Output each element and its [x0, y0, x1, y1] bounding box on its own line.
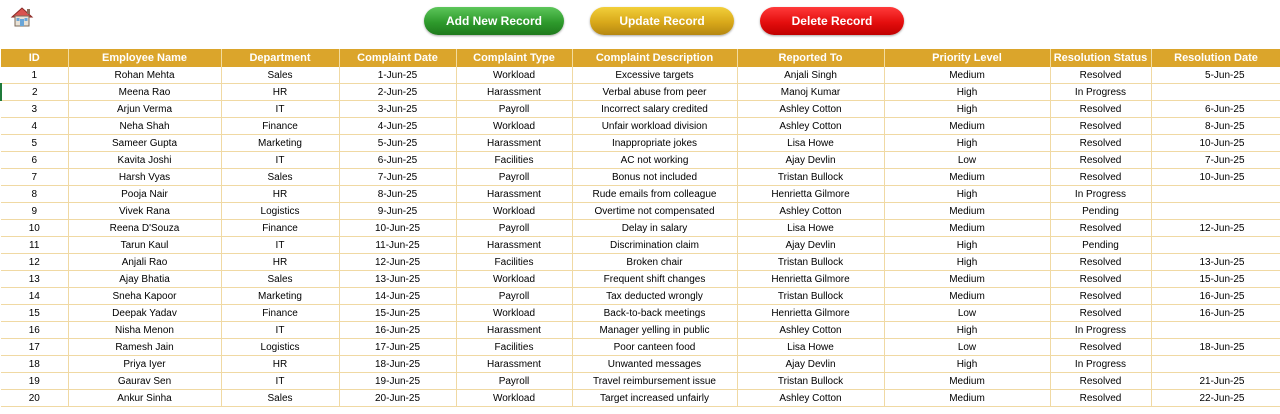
cell-complaint-date[interactable]: 6-Jun-25 [339, 152, 456, 169]
cell-complaint-description[interactable]: Manager yelling in public [572, 322, 737, 339]
table-row[interactable] [1, 101, 1280, 118]
cell-resolution-date[interactable] [1151, 322, 1280, 339]
cell-priority-level[interactable]: Medium [884, 203, 1050, 220]
cell-complaint-date[interactable]: 2-Jun-25 [339, 84, 456, 101]
cell-resolution-status[interactable]: Resolved [1050, 288, 1151, 305]
cell-complaint-date[interactable]: 14-Jun-25 [339, 288, 456, 305]
cell-complaint-description[interactable]: Bonus not included [572, 169, 737, 186]
cell-id[interactable]: 17 [1, 339, 68, 356]
cell-resolution-status[interactable]: Resolved [1050, 101, 1151, 118]
table-row[interactable] [1, 118, 1280, 135]
cell-complaint-type[interactable]: Payroll [456, 373, 572, 390]
cell-reported-to[interactable]: Ajay Devlin [737, 356, 884, 373]
cell-resolution-status[interactable]: Pending [1050, 203, 1151, 220]
cell-complaint-description[interactable]: AC not working [572, 152, 737, 169]
cell-resolution-status[interactable]: In Progress [1050, 356, 1151, 373]
cell-reported-to[interactable]: Ashley Cotton [737, 118, 884, 135]
cell-priority-level[interactable]: High [884, 84, 1050, 101]
cell-complaint-type[interactable]: Harassment [456, 186, 572, 203]
cell-complaint-description[interactable]: Excessive targets [572, 67, 737, 84]
column-header-complaint-date[interactable]: Complaint Date [339, 49, 456, 67]
table-row[interactable] [1, 339, 1280, 356]
cell-complaint-date[interactable]: 20-Jun-25 [339, 390, 456, 407]
cell-complaint-description[interactable]: Delay in salary [572, 220, 737, 237]
cell-complaint-description[interactable]: Broken chair [572, 254, 737, 271]
table-row[interactable] [1, 237, 1280, 254]
cell-complaint-type[interactable]: Harassment [456, 237, 572, 254]
cell-complaint-description[interactable]: Incorrect salary credited [572, 101, 737, 118]
cell-employee-name[interactable]: Harsh Vyas [68, 169, 221, 186]
cell-department[interactable]: HR [221, 356, 339, 373]
cell-priority-level[interactable]: Medium [884, 271, 1050, 288]
cell-resolution-status[interactable]: Pending [1050, 237, 1151, 254]
table-row[interactable] [1, 169, 1280, 186]
cell-employee-name[interactable]: Ajay Bhatia [68, 271, 221, 288]
cell-reported-to[interactable]: Henrietta Gilmore [737, 305, 884, 322]
cell-department[interactable]: IT [221, 237, 339, 254]
cell-id[interactable]: 15 [1, 305, 68, 322]
table-row[interactable] [1, 390, 1280, 407]
cell-complaint-type[interactable]: Harassment [456, 356, 572, 373]
cell-id[interactable]: 13 [1, 271, 68, 288]
cell-employee-name[interactable]: Kavita Joshi [68, 152, 221, 169]
cell-priority-level[interactable]: Medium [884, 390, 1050, 407]
cell-complaint-description[interactable]: Target increased unfairly [572, 390, 737, 407]
cell-id[interactable]: 1 [1, 67, 68, 84]
cell-employee-name[interactable]: Neha Shah [68, 118, 221, 135]
cell-reported-to[interactable]: Anjali Singh [737, 67, 884, 84]
cell-complaint-type[interactable]: Payroll [456, 101, 572, 118]
cell-priority-level[interactable]: Low [884, 305, 1050, 322]
cell-reported-to[interactable]: Ajay Devlin [737, 237, 884, 254]
column-header-resolution-date[interactable]: Resolution Date [1151, 49, 1280, 67]
cell-id[interactable]: 8 [1, 186, 68, 203]
table-row[interactable] [1, 373, 1280, 390]
table-row[interactable] [1, 288, 1280, 305]
cell-employee-name[interactable]: Reena D'Souza [68, 220, 221, 237]
cell-complaint-type[interactable]: Payroll [456, 220, 572, 237]
cell-department[interactable]: Sales [221, 67, 339, 84]
cell-department[interactable]: Finance [221, 305, 339, 322]
cell-complaint-type[interactable]: Payroll [456, 288, 572, 305]
cell-priority-level[interactable]: Medium [884, 118, 1050, 135]
cell-complaint-description[interactable]: Frequent shift changes [572, 271, 737, 288]
cell-id[interactable]: 4 [1, 118, 68, 135]
cell-complaint-description[interactable]: Unfair workload division [572, 118, 737, 135]
cell-complaint-type[interactable]: Facilities [456, 339, 572, 356]
cell-employee-name[interactable]: Sameer Gupta [68, 135, 221, 152]
table-row[interactable] [1, 84, 1280, 101]
cell-resolution-status[interactable]: Resolved [1050, 67, 1151, 84]
cell-reported-to[interactable]: Lisa Howe [737, 135, 884, 152]
cell-employee-name[interactable]: Pooja Nair [68, 186, 221, 203]
cell-complaint-type[interactable]: Workload [456, 390, 572, 407]
table-row[interactable] [1, 271, 1280, 288]
cell-complaint-date[interactable]: 4-Jun-25 [339, 118, 456, 135]
cell-resolution-status[interactable]: Resolved [1050, 118, 1151, 135]
cell-priority-level[interactable]: High [884, 322, 1050, 339]
cell-department[interactable]: Sales [221, 169, 339, 186]
cell-resolution-date[interactable]: 7-Jun-25 [1151, 152, 1280, 169]
cell-complaint-type[interactable]: Workload [456, 203, 572, 220]
table-row[interactable] [1, 67, 1280, 84]
cell-complaint-description[interactable]: Discrimination claim [572, 237, 737, 254]
cell-complaint-date[interactable]: 13-Jun-25 [339, 271, 456, 288]
delete-record-button[interactable]: Delete Record [760, 7, 904, 35]
cell-reported-to[interactable]: Ajay Devlin [737, 152, 884, 169]
cell-reported-to[interactable]: Ashley Cotton [737, 390, 884, 407]
cell-id[interactable]: 7 [1, 169, 68, 186]
cell-id[interactable]: 11 [1, 237, 68, 254]
cell-resolution-status[interactable]: In Progress [1050, 186, 1151, 203]
cell-resolution-date[interactable]: 12-Jun-25 [1151, 220, 1280, 237]
cell-complaint-date[interactable]: 18-Jun-25 [339, 356, 456, 373]
update-record-button[interactable]: Update Record [590, 7, 734, 35]
cell-id[interactable]: 9 [1, 203, 68, 220]
cell-department[interactable]: Finance [221, 118, 339, 135]
cell-priority-level[interactable]: High [884, 101, 1050, 118]
cell-employee-name[interactable]: Anjali Rao [68, 254, 221, 271]
cell-complaint-date[interactable]: 9-Jun-25 [339, 203, 456, 220]
cell-id[interactable]: 5 [1, 135, 68, 152]
cell-resolution-date[interactable]: 5-Jun-25 [1151, 67, 1280, 84]
cell-department[interactable]: Sales [221, 271, 339, 288]
cell-priority-level[interactable]: High [884, 237, 1050, 254]
cell-id[interactable]: 20 [1, 390, 68, 407]
cell-resolution-status[interactable]: In Progress [1050, 84, 1151, 101]
cell-resolution-status[interactable]: Resolved [1050, 169, 1151, 186]
cell-complaint-description[interactable]: Unwanted messages [572, 356, 737, 373]
cell-resolution-status[interactable]: Resolved [1050, 152, 1151, 169]
cell-reported-to[interactable]: Tristan Bullock [737, 288, 884, 305]
cell-reported-to[interactable]: Ashley Cotton [737, 203, 884, 220]
cell-department[interactable]: Marketing [221, 135, 339, 152]
cell-complaint-description[interactable]: Tax deducted wrongly [572, 288, 737, 305]
cell-id[interactable]: 12 [1, 254, 68, 271]
cell-employee-name[interactable]: Tarun Kaul [68, 237, 221, 254]
cell-resolution-status[interactable]: Resolved [1050, 373, 1151, 390]
cell-complaint-description[interactable]: Travel reimbursement issue [572, 373, 737, 390]
table-row[interactable] [1, 203, 1280, 220]
cell-reported-to[interactable]: Manoj Kumar [737, 84, 884, 101]
cell-priority-level[interactable]: High [884, 254, 1050, 271]
cell-employee-name[interactable]: Vivek Rana [68, 203, 221, 220]
cell-resolution-status[interactable]: Resolved [1050, 339, 1151, 356]
cell-department[interactable]: Sales [221, 390, 339, 407]
cell-reported-to[interactable]: Tristan Bullock [737, 169, 884, 186]
cell-resolution-date[interactable]: 16-Jun-25 [1151, 288, 1280, 305]
cell-id[interactable]: 10 [1, 220, 68, 237]
cell-complaint-type[interactable]: Workload [456, 118, 572, 135]
cell-employee-name[interactable]: Meena Rao [68, 84, 221, 101]
column-header-resolution-status[interactable]: Resolution Status [1050, 49, 1151, 67]
column-header-id[interactable]: ID [1, 49, 68, 67]
cell-id[interactable]: 2 [1, 84, 68, 101]
cell-resolution-date[interactable]: 8-Jun-25 [1151, 118, 1280, 135]
cell-reported-to[interactable]: Ashley Cotton [737, 322, 884, 339]
cell-complaint-date[interactable]: 10-Jun-25 [339, 220, 456, 237]
cell-priority-level[interactable]: High [884, 186, 1050, 203]
cell-resolution-status[interactable]: Resolved [1050, 220, 1151, 237]
table-row[interactable] [1, 254, 1280, 271]
column-header-reported-to[interactable]: Reported To [737, 49, 884, 67]
cell-resolution-status[interactable]: Resolved [1050, 254, 1151, 271]
cell-complaint-type[interactable]: Workload [456, 271, 572, 288]
cell-complaint-type[interactable]: Workload [456, 305, 572, 322]
cell-complaint-date[interactable]: 3-Jun-25 [339, 101, 456, 118]
cell-id[interactable]: 3 [1, 101, 68, 118]
cell-resolution-status[interactable]: In Progress [1050, 322, 1151, 339]
column-header-complaint-description[interactable]: Complaint Description [572, 49, 737, 67]
cell-department[interactable]: IT [221, 322, 339, 339]
cell-complaint-date[interactable]: 19-Jun-25 [339, 373, 456, 390]
table-row[interactable] [1, 186, 1280, 203]
cell-priority-level[interactable]: Medium [884, 67, 1050, 84]
cell-complaint-date[interactable]: 15-Jun-25 [339, 305, 456, 322]
cell-employee-name[interactable]: Deepak Yadav [68, 305, 221, 322]
column-header-department[interactable]: Department [221, 49, 339, 67]
cell-department[interactable]: HR [221, 84, 339, 101]
cell-reported-to[interactable]: Lisa Howe [737, 220, 884, 237]
cell-complaint-type[interactable]: Harassment [456, 322, 572, 339]
cell-id[interactable]: 18 [1, 356, 68, 373]
cell-reported-to[interactable]: Tristan Bullock [737, 254, 884, 271]
cell-complaint-description[interactable]: Overtime not compensated [572, 203, 737, 220]
cell-complaint-date[interactable]: 7-Jun-25 [339, 169, 456, 186]
column-header-priority-level[interactable]: Priority Level [884, 49, 1050, 67]
cell-complaint-type[interactable]: Facilities [456, 152, 572, 169]
cell-resolution-date[interactable] [1151, 186, 1280, 203]
cell-resolution-date[interactable]: 10-Jun-25 [1151, 135, 1280, 152]
cell-complaint-type[interactable]: Facilities [456, 254, 572, 271]
cell-resolution-status[interactable]: Resolved [1050, 271, 1151, 288]
cell-resolution-date[interactable]: 13-Jun-25 [1151, 254, 1280, 271]
table-row[interactable] [1, 322, 1280, 339]
add-new-record-button[interactable]: Add New Record [424, 7, 564, 35]
cell-complaint-date[interactable]: 1-Jun-25 [339, 67, 456, 84]
column-header-complaint-type[interactable]: Complaint Type [456, 49, 572, 67]
cell-complaint-date[interactable]: 12-Jun-25 [339, 254, 456, 271]
cell-resolution-date[interactable]: 10-Jun-25 [1151, 169, 1280, 186]
cell-complaint-date[interactable]: 5-Jun-25 [339, 135, 456, 152]
table-row[interactable] [1, 305, 1280, 322]
cell-complaint-description[interactable]: Back-to-back meetings [572, 305, 737, 322]
table-row[interactable] [1, 135, 1280, 152]
cell-complaint-type[interactable]: Payroll [456, 169, 572, 186]
table-row[interactable] [1, 220, 1280, 237]
cell-resolution-date[interactable]: 22-Jun-25 [1151, 390, 1280, 407]
cell-complaint-description[interactable]: Poor canteen food [572, 339, 737, 356]
cell-resolution-date[interactable]: 15-Jun-25 [1151, 271, 1280, 288]
cell-id[interactable]: 6 [1, 152, 68, 169]
cell-resolution-date[interactable] [1151, 237, 1280, 254]
cell-resolution-status[interactable]: Resolved [1050, 305, 1151, 322]
cell-resolution-status[interactable]: Resolved [1050, 135, 1151, 152]
complaints-table [0, 49, 1280, 407]
cell-priority-level[interactable]: Medium [884, 169, 1050, 186]
cell-priority-level[interactable]: Medium [884, 220, 1050, 237]
cell-complaint-description[interactable]: Verbal abuse from peer [572, 84, 737, 101]
cell-reported-to[interactable]: Ashley Cotton [737, 101, 884, 118]
column-header-employee-name[interactable]: Employee Name [68, 49, 221, 67]
cell-resolution-date[interactable] [1151, 356, 1280, 373]
cell-resolution-date[interactable] [1151, 203, 1280, 220]
cell-reported-to[interactable]: Tristan Bullock [737, 373, 884, 390]
cell-department[interactable]: IT [221, 152, 339, 169]
cell-employee-name[interactable]: Arjun Verma [68, 101, 221, 118]
cell-employee-name[interactable]: Rohan Mehta [68, 67, 221, 84]
cell-department[interactable]: Marketing [221, 288, 339, 305]
cell-department[interactable]: IT [221, 101, 339, 118]
cell-complaint-description[interactable]: Inappropriate jokes [572, 135, 737, 152]
cell-complaint-type[interactable]: Workload [456, 67, 572, 84]
cell-department[interactable]: Logistics [221, 203, 339, 220]
cell-id[interactable]: 19 [1, 373, 68, 390]
cell-reported-to[interactable]: Henrietta Gilmore [737, 186, 884, 203]
cell-complaint-type[interactable]: Harassment [456, 84, 572, 101]
cell-id[interactable]: 14 [1, 288, 68, 305]
cell-department[interactable]: IT [221, 373, 339, 390]
cell-id[interactable]: 16 [1, 322, 68, 339]
cell-employee-name[interactable]: Sneha Kapoor [68, 288, 221, 305]
cell-department[interactable]: HR [221, 186, 339, 203]
cell-employee-name[interactable]: Ankur Sinha [68, 390, 221, 407]
cell-complaint-date[interactable]: 17-Jun-25 [339, 339, 456, 356]
cell-resolution-date[interactable]: 16-Jun-25 [1151, 305, 1280, 322]
cell-reported-to[interactable]: Lisa Howe [737, 339, 884, 356]
cell-priority-level[interactable]: Medium [884, 288, 1050, 305]
cell-resolution-date[interactable]: 21-Jun-25 [1151, 373, 1280, 390]
cell-employee-name[interactable]: Ramesh Jain [68, 339, 221, 356]
cell-priority-level[interactable]: High [884, 135, 1050, 152]
cell-resolution-date[interactable]: 18-Jun-25 [1151, 339, 1280, 356]
cell-priority-level[interactable]: Medium [884, 373, 1050, 390]
cell-complaint-description[interactable]: Rude emails from colleague [572, 186, 737, 203]
cell-reported-to[interactable]: Henrietta Gilmore [737, 271, 884, 288]
cell-employee-name[interactable]: Gaurav Sen [68, 373, 221, 390]
cell-department[interactable]: HR [221, 254, 339, 271]
table-row[interactable] [1, 152, 1280, 169]
cell-resolution-status[interactable]: Resolved [1050, 390, 1151, 407]
cell-complaint-date[interactable]: 16-Jun-25 [339, 322, 456, 339]
cell-department[interactable]: Logistics [221, 339, 339, 356]
cell-employee-name[interactable]: Nisha Menon [68, 322, 221, 339]
cell-complaint-date[interactable]: 8-Jun-25 [339, 186, 456, 203]
cell-department[interactable]: Finance [221, 220, 339, 237]
cell-complaint-type[interactable]: Harassment [456, 135, 572, 152]
cell-priority-level[interactable]: Low [884, 339, 1050, 356]
cell-resolution-date[interactable] [1151, 84, 1280, 101]
table-header-row [1, 49, 1280, 67]
table-row[interactable] [1, 356, 1280, 373]
cell-priority-level[interactable]: Low [884, 152, 1050, 169]
cell-employee-name[interactable]: Priya Iyer [68, 356, 221, 373]
home-icon[interactable] [10, 6, 34, 28]
cell-resolution-date[interactable]: 6-Jun-25 [1151, 101, 1280, 118]
cell-complaint-date[interactable]: 11-Jun-25 [339, 237, 456, 254]
cell-priority-level[interactable]: High [884, 356, 1050, 373]
